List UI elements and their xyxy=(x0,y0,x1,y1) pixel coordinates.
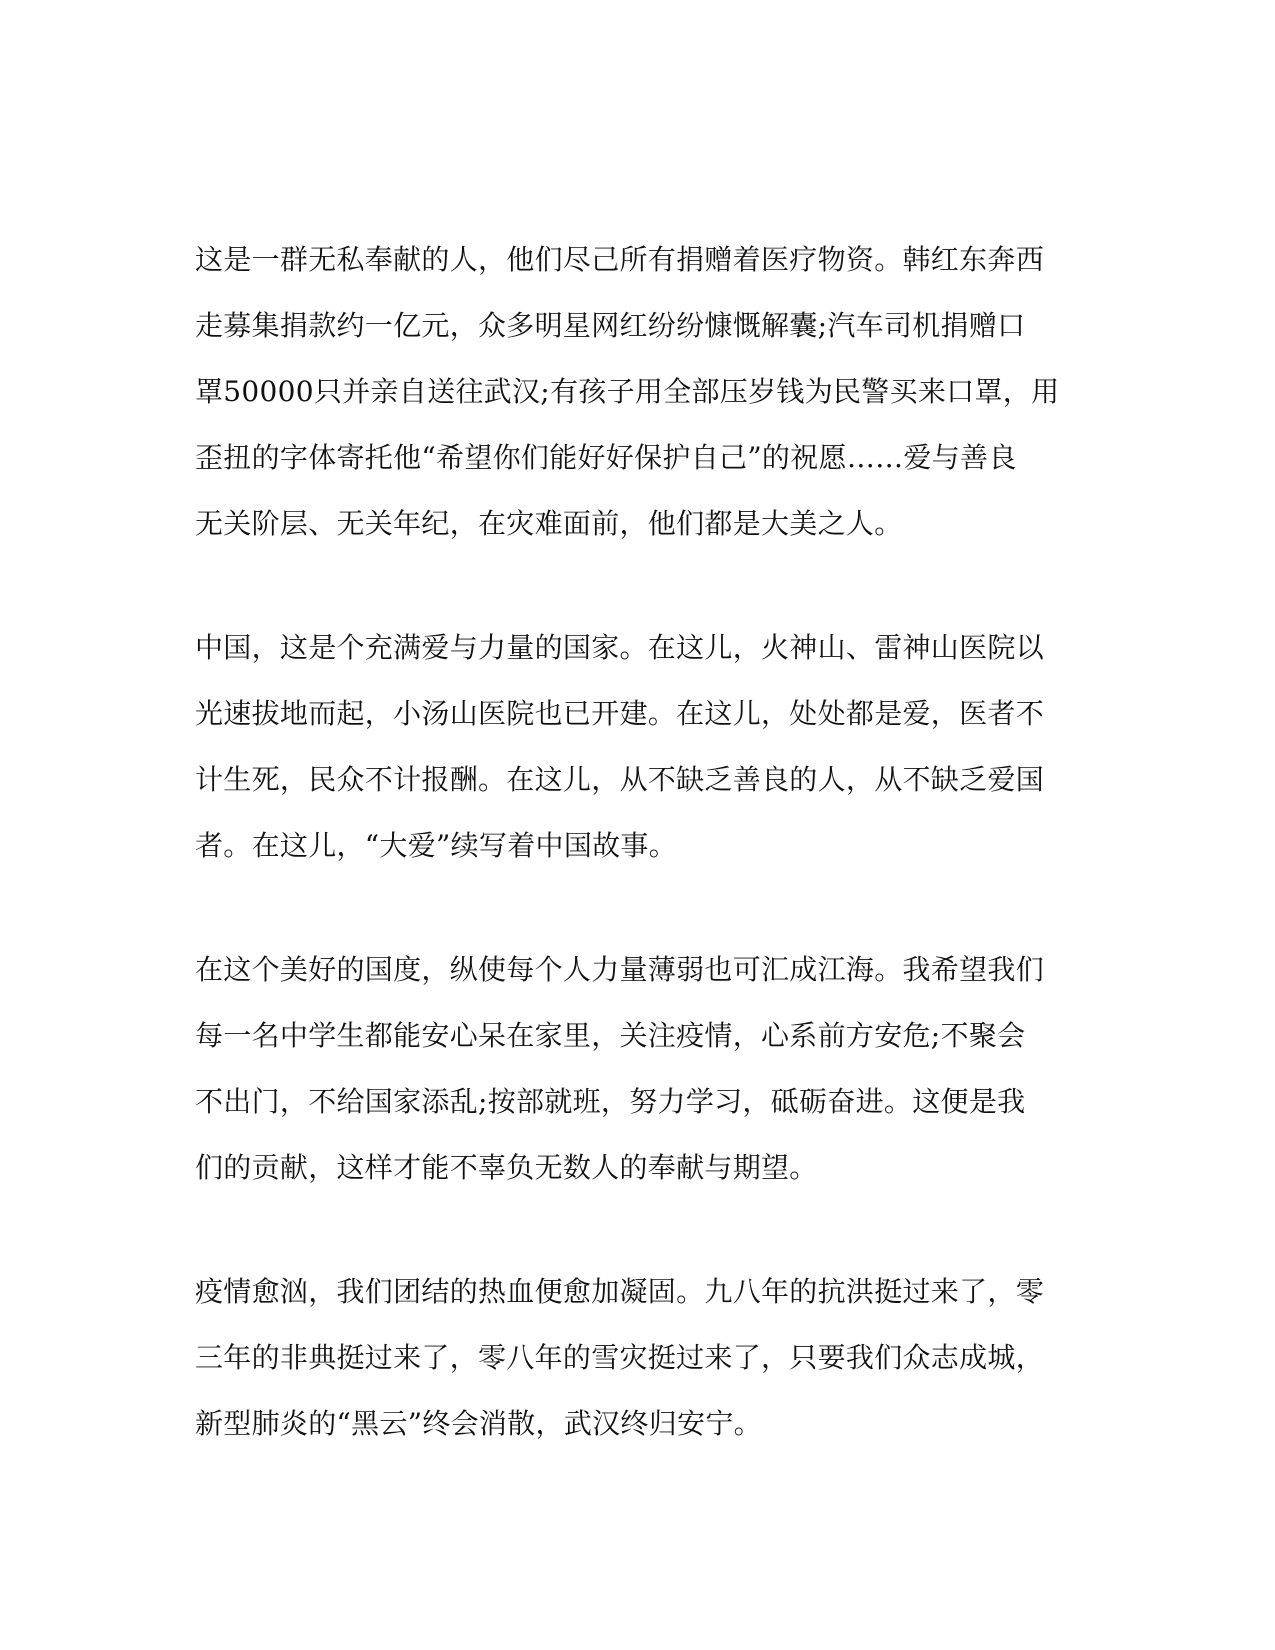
paragraph-line: 每一名中学生都能安心呆在家里，关注疫情，心系前方安危;不聚会 xyxy=(195,1019,1026,1052)
paragraph-line: 三年的非典挺过来了，零八年的雪灾挺过来了，只要我们众志成城， xyxy=(195,1341,1045,1374)
paragraph-line: 在这个美好的国度，纵使每个人力量薄弱也可汇成江海。我希望我们 xyxy=(195,953,1045,986)
paragraph-line: 计生死，民众不计报酬。在这儿，从不缺乏善良的人，从不缺乏爱国 xyxy=(195,763,1045,796)
paragraph-line: 走募集捐款约一亿元，众多明星网红纷纷慷慨解囊;汽车司机捐赠口 xyxy=(195,309,1026,342)
paragraph-line: 疫情愈汹，我们团结的热血便愈加凝固。九八年的抗洪挺过来了，零 xyxy=(195,1275,1045,1308)
paragraph-line: 罩50000只并亲自送往武汉;有孩子用全部压岁钱为民警买来口罩，用 xyxy=(195,375,1060,408)
paragraph-line: 中国，这是个充满爱与力量的国家。在这儿，火神山、雷神山医院以 xyxy=(195,631,1045,664)
paragraph-line: 无关阶层、无关年纪，在灾难面前，他们都是大美之人。 xyxy=(195,507,903,540)
paragraph-line: 新型肺炎的“黑云”终会消散，武汉终归安宁。 xyxy=(195,1407,762,1440)
paragraph-line: 光速拔地而起，小汤山医院也已开建。在这儿，处处都是爱，医者不 xyxy=(195,697,1045,730)
paragraph-donations xyxy=(195,227,1085,557)
paragraph-line: 这是一群无私奉献的人，他们尽己所有捐赠着医疗物资。韩红东奔西 xyxy=(195,243,1045,276)
paragraph-line: 歪扭的字体寄托他“希望你们能好好保护自己”的祝愿……爱与善良 xyxy=(195,441,1017,474)
paragraph-unity xyxy=(195,1259,1085,1457)
paragraph-line: 们的贡献，这样才能不辜负无数人的奉献与期望。 xyxy=(195,1151,818,1184)
paragraph-line: 不出门，不给国家添乱;按部就班，努力学习，砥砺奋进。这便是我 xyxy=(195,1085,1026,1118)
paragraph-china xyxy=(195,615,1085,879)
paragraph-students xyxy=(195,937,1085,1201)
paragraph-line: 者。在这儿，“大爱”续写着中国故事。 xyxy=(195,829,678,862)
